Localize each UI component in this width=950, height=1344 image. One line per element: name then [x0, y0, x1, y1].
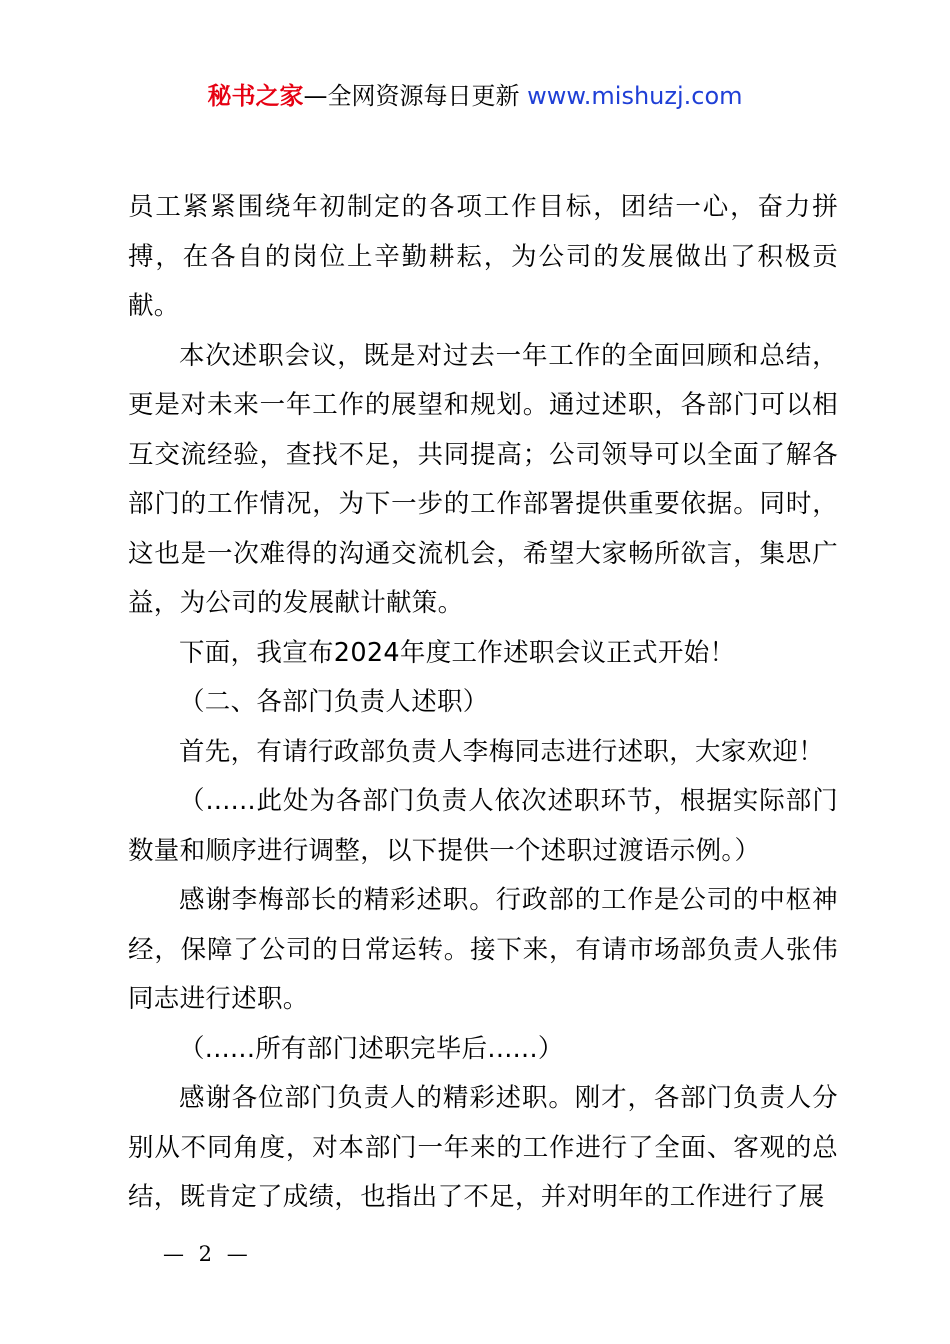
paragraph: 本次述职会议，既是对过去一年工作的全面回顾和总结，更是对未来一年工作的展望和规划。通过述职，各部门可以相互交流经验，查找不足，共同提高；公司领导可以全面了解各部门的工作情况，为下一步的工作部署提供重要依据。同时，这也是一次难得的沟通交流机会，希望大家畅所欲言，集思广益，为公司的发展献计献策。 — [128, 340, 838, 618]
header-tagline: —全网资源每日更新 — [303, 82, 520, 110]
paragraph: 感谢李梅部长的精彩述职。行政部的工作是公司的中枢神经，保障了公司的日常运转。接下来，有请市场部负责人张伟同志进行述职。 — [128, 885, 838, 1014]
document-body — [128, 183, 838, 1223]
page-header — [0, 80, 950, 112]
paragraph: 下面，我宣布2024年度工作述职会议正式开始！ — [179, 637, 736, 668]
paragraph: 感谢各位部门负责人的精彩述职。刚才，各部门负责人分别从不同角度，对本部门一年来的工作进行了全面、客观的总结，既肯定了成绩，也指出了不足，并对明年的工作进行了展 — [128, 1083, 838, 1212]
paragraph: （......所有部门述职完毕后......） — [179, 1033, 564, 1064]
paragraph: 员工紧紧围绕年初制定的各项工作目标，团结一心，奋力拼搏，在各自的岗位上辛勤耕耘，为公司的发展做出了积极贡献。 — [128, 192, 838, 321]
section-heading: （二、各部门负责人述职） — [179, 687, 489, 717]
paragraph: 首先，有请行政部负责人李梅同志进行述职，大家欢迎！ — [179, 736, 825, 767]
paragraph: （......此处为各部门负责人依次述职环节，根据实际部门数量和顺序进行调整，以下提供一个述职过渡语示例。） — [128, 786, 838, 866]
page-number: — 2 — — [163, 1242, 252, 1266]
site-url-link[interactable]: www.mishuzj.com — [527, 82, 743, 110]
brand-name: 秘书之家 — [207, 82, 304, 110]
